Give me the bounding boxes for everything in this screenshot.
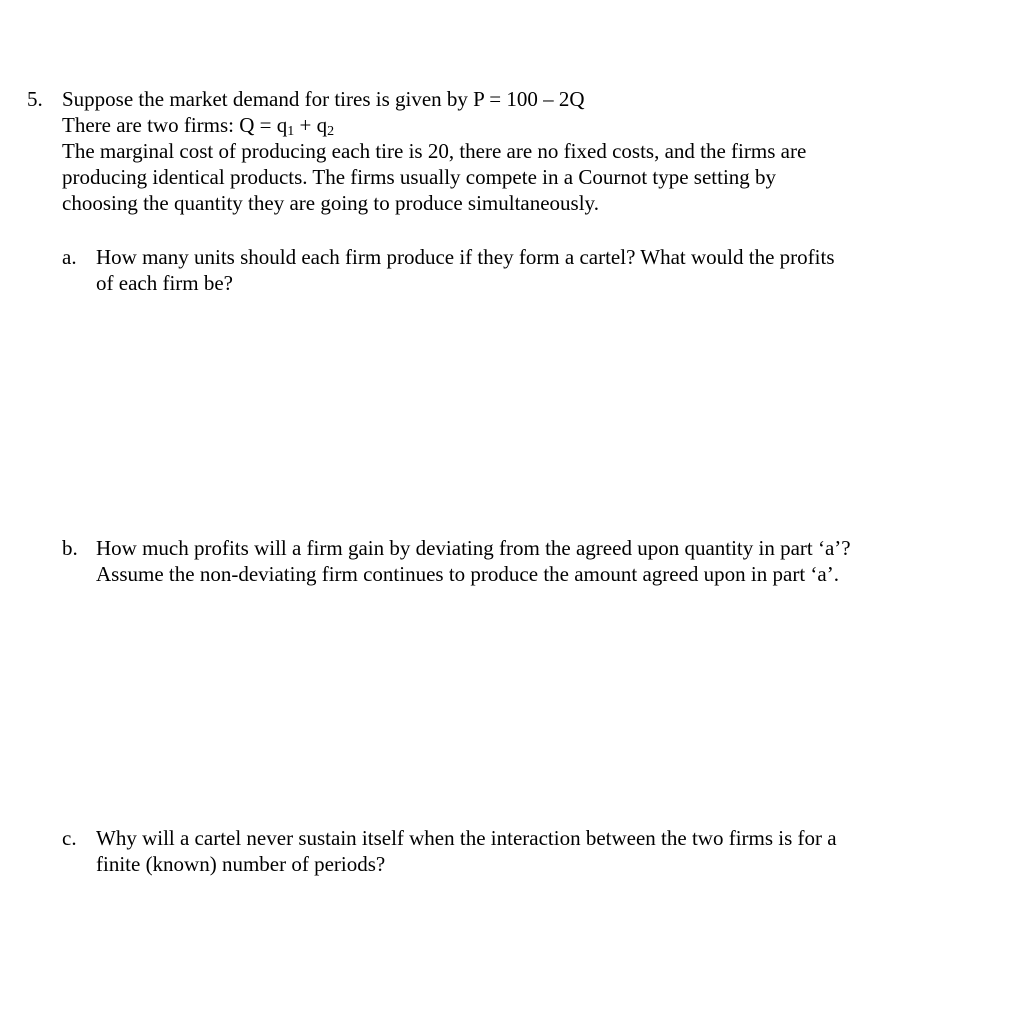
part-c-line-1: Why will a cartel never sustain itself when the interaction between the two firms is for a [96, 826, 837, 850]
subscript-1: 1 [287, 124, 295, 139]
part-a-line-1: How many units should each firm produce if they form a cartel? What would the profits [96, 245, 835, 269]
part-a-line-2: of each firm be? [96, 271, 234, 295]
part-a-label: a. [62, 245, 77, 269]
part-c-line-2: finite (known) number of periods? [96, 852, 386, 876]
part-b-line-1: How much profits will a firm gain by deviating from the agreed upon quantity in part ‘a’? [96, 536, 851, 560]
cost-statement-line-1: The marginal cost of producing each tire is 20, there are no fixed costs, and the firms are [62, 139, 807, 163]
part-b-line-2: Assume the non-deviating firm continues to produce the amount agreed upon in part ‘a’. [96, 562, 839, 586]
part-c-label: c. [62, 826, 77, 850]
firms-statement [62, 112, 334, 138]
question-number: 5. [27, 87, 43, 111]
firms-statement-plus: + q [294, 113, 328, 137]
subscript-2: 2 [327, 124, 335, 139]
cost-statement-line-3: choosing the quantity they are going to produce simultaneously. [62, 191, 599, 215]
cost-statement-line-2: producing identical products. The firms usually compete in a Cournot type setting by [62, 165, 777, 189]
demand-statement: Suppose the market demand for tires is given by P = 100 – 2Q [62, 87, 585, 111]
part-b-label: b. [62, 536, 78, 560]
firms-statement-prefix: There are two firms: Q = q [62, 113, 288, 137]
